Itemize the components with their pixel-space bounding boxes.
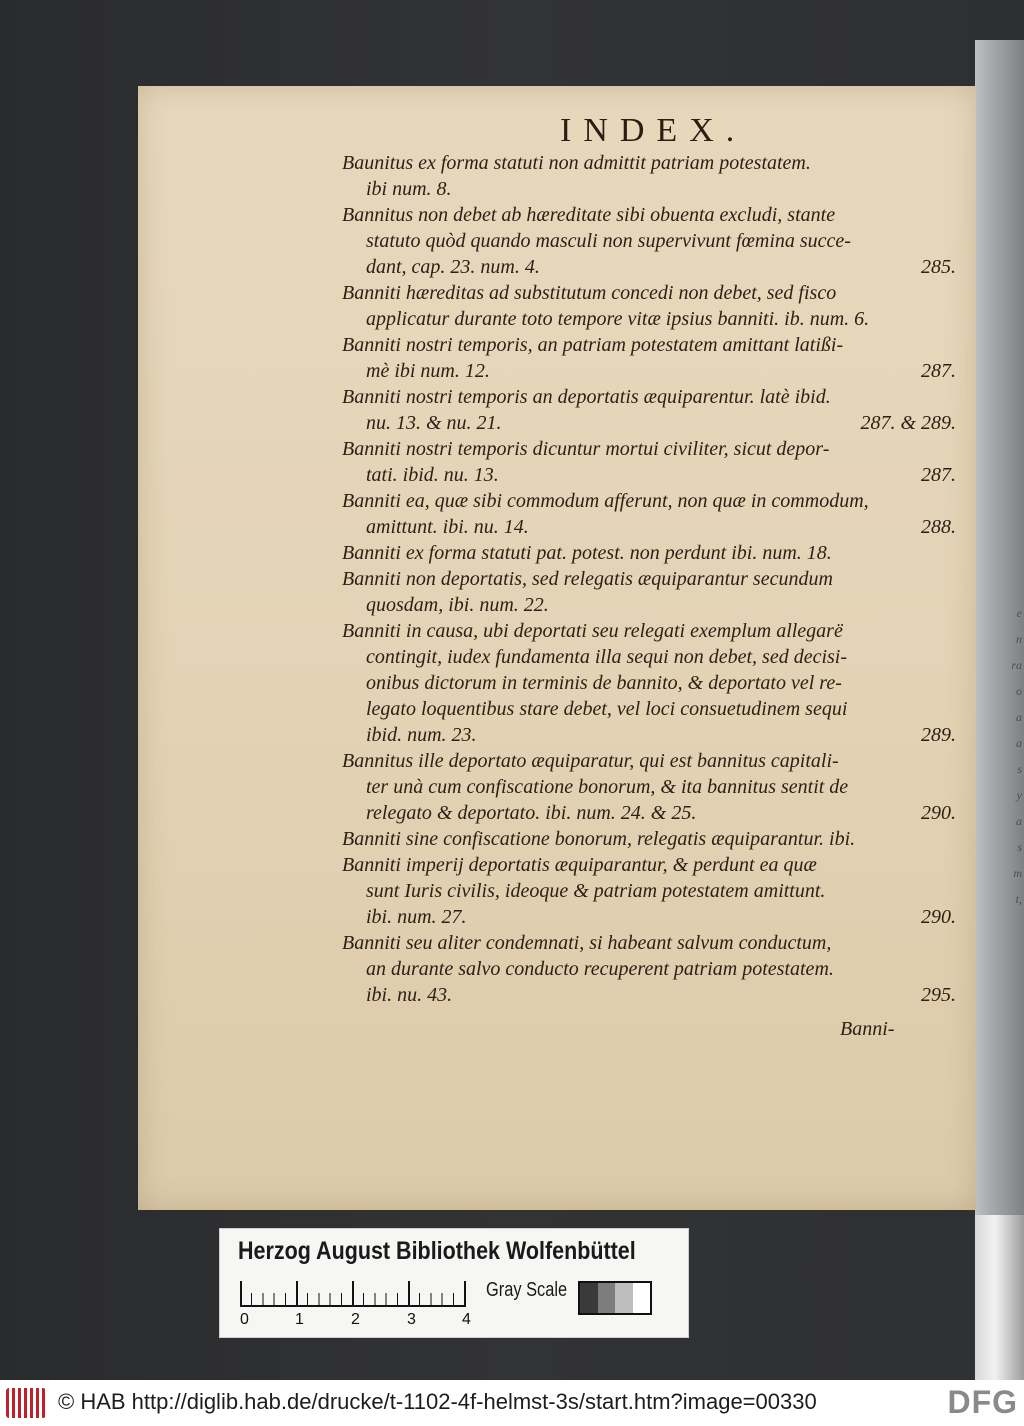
entry-line — [342, 384, 962, 410]
ruler-number: 0 — [240, 1311, 249, 1328]
entry-line — [342, 254, 962, 280]
index-entry — [342, 436, 962, 488]
entry-text: mè ibi num. 12. — [366, 360, 490, 382]
footer-bar — [0, 1380, 1024, 1426]
entry-line — [342, 670, 962, 696]
gray-scale-patches — [578, 1281, 652, 1315]
entry-line — [342, 904, 962, 930]
entry-line — [342, 878, 962, 904]
entry-line — [342, 592, 962, 618]
page-reference: 285. — [921, 256, 956, 278]
entry-text: dant, cap. 23. num. 4. — [366, 256, 540, 278]
entry-text: Banniti non deportatis, sed relegatis æquiparantur secundum — [342, 568, 833, 590]
gray-scale-label: Gray Scale — [486, 1279, 568, 1301]
gray-patch — [615, 1283, 633, 1313]
entry-line — [342, 956, 962, 982]
library-name: Herzog August Bibliothek Wolfenbüttel — [238, 1237, 636, 1265]
index-entry — [342, 930, 962, 1008]
index-entries — [342, 150, 962, 1008]
index-entry — [342, 852, 962, 930]
entry-line — [342, 150, 962, 176]
entry-line — [342, 410, 962, 436]
edge-fragment: ra — [1011, 658, 1022, 672]
entry-text: ibi. nu. 43. — [366, 984, 453, 1006]
cm-ruler-major-ticks — [240, 1281, 466, 1307]
edge-fragment: a — [1016, 814, 1022, 828]
page-reference: 289. — [921, 724, 956, 746]
entry-text: Bannitus non debet ab hæreditate sibi obuenta excludi, stante — [342, 204, 836, 226]
ruler-number: 2 — [351, 1311, 360, 1328]
entry-text: Banniti seu aliter condemnati, si habeant salvum conductum, — [342, 932, 832, 954]
entry-line — [342, 176, 962, 202]
entry-text: onibus dictorum in terminis de bannito, & deportato vel re- — [366, 672, 842, 694]
entry-text: ibi num. 8. — [366, 178, 452, 200]
entry-text: sunt Iuris civilis, ideoque & patriam potestatem amittunt. — [366, 880, 826, 902]
edge-fragment: s — [1017, 762, 1022, 776]
catchword: Banni- — [840, 1018, 895, 1040]
page-reference: 287. — [921, 464, 956, 486]
entry-line — [342, 826, 962, 852]
entry-line — [342, 722, 962, 748]
library-color-card — [219, 1228, 689, 1338]
edge-fragment: a — [1016, 710, 1022, 724]
entry-text: Banniti hæreditas ad substitutum concedi non debet, sed fisco — [342, 282, 837, 304]
scanner-clamp — [975, 1215, 1024, 1380]
entry-text: nu. 13. & nu. 21. — [366, 412, 502, 434]
entry-text: quosdam, ibi. num. 22. — [366, 594, 549, 616]
entry-text: applicatur durante toto tempore vitæ ipsius banniti. ib. num. 6. — [366, 308, 870, 330]
edge-fragment: a — [1016, 736, 1022, 750]
copyright-url[interactable]: © HAB http://diglib.hab.de/drucke/t-1102-4f-helmst-3s/start.htm?image=00330 — [58, 1389, 817, 1414]
entry-text: Banniti ex forma statuti pat. potest. non perdunt ibi. num. 18. — [342, 542, 832, 564]
entry-text: legato loquentibus stare debet, vel loci consuetudinem sequi — [366, 698, 848, 720]
entry-line — [342, 462, 962, 488]
page-reference: 290. — [921, 802, 956, 824]
entry-text: Banniti sine confiscatione bonorum, relegatis æquiparantur. ibi. — [342, 828, 856, 850]
gray-patch — [598, 1283, 616, 1313]
index-entry — [342, 150, 962, 202]
entry-line — [342, 930, 962, 956]
entry-line — [342, 488, 962, 514]
page-reference: 290. — [921, 906, 956, 928]
entry-line — [342, 800, 962, 826]
page-reference: 287. — [921, 360, 956, 382]
entry-line — [342, 566, 962, 592]
index-entry — [342, 202, 962, 280]
entry-line — [342, 774, 962, 800]
index-entry — [342, 826, 962, 852]
edge-fragment: m — [1013, 866, 1022, 880]
index-entry — [342, 566, 962, 618]
edge-fragment: y — [1016, 788, 1022, 802]
edge-fragment: o — [1016, 684, 1022, 698]
index-entry — [342, 540, 962, 566]
entry-line — [342, 306, 962, 332]
index-entry — [342, 618, 962, 748]
index-entry — [342, 280, 962, 332]
ruler-number: 3 — [407, 1311, 416, 1328]
index-entry — [342, 488, 962, 540]
entry-text: Banniti nostri temporis an deportatis æquiparentur. latè ibid. — [342, 386, 831, 408]
gray-patch — [580, 1283, 598, 1313]
edge-fragment: e — [1016, 606, 1022, 620]
entry-text: contingit, iudex fundamenta illa sequi non debet, sed decisi- — [366, 646, 848, 668]
page-reference: 288. — [921, 516, 956, 538]
entry-text: Bannitus ille deportato æquiparatur, qui est bannitus capitali- — [342, 750, 839, 772]
index-entry — [342, 332, 962, 384]
index-entry — [342, 748, 962, 826]
entry-text: statuto quòd quando masculi non supervivunt fœmina succe- — [366, 230, 851, 252]
entry-line — [342, 982, 962, 1008]
entry-text: ter unà cum confiscatione bonorum, & ita bannitus sentit de — [366, 776, 849, 798]
edge-fragment: s — [1017, 840, 1022, 854]
entry-line — [342, 358, 962, 384]
entry-text: amittunt. ibi. nu. 14. — [366, 516, 529, 538]
entry-line — [342, 540, 962, 566]
page-reference: 287. & 289. — [860, 412, 956, 434]
page-header: INDEX. — [560, 112, 747, 149]
entry-text: relegato & deportato. ibi. num. 24. & 25. — [366, 802, 697, 824]
ruler-number: 1 — [295, 1311, 304, 1328]
page-reference: 295. — [921, 984, 956, 1006]
entry-text: Banniti nostri temporis dicuntur mortui civiliter, sicut depor- — [342, 438, 830, 460]
entry-text: Banniti imperij deportatis æquiparantur, & perdunt ea quæ — [342, 854, 817, 876]
entry-text: Baunitus ex forma statuti non admittit patriam potestatem. — [342, 152, 811, 174]
entry-line — [342, 644, 962, 670]
entry-text: Banniti ea, quæ sibi commodum afferunt, non quæ in commodum, — [342, 490, 869, 512]
entry-text: tati. ibid. nu. 13. — [366, 464, 499, 486]
ruler-number: 4 — [462, 1311, 471, 1328]
edge-fragment: n — [1016, 632, 1022, 646]
entry-text: ibi. num. 27. — [366, 906, 467, 928]
entry-text: Banniti in causa, ubi deportati seu relegati exemplum allegarë — [342, 620, 843, 642]
entry-text: an durante salvo conducto recuperent patriam potestatem. — [366, 958, 834, 980]
edge-fragment: t, — [1015, 892, 1022, 906]
entry-line — [342, 228, 962, 254]
entry-line — [342, 436, 962, 462]
entry-line — [342, 852, 962, 878]
entry-line — [342, 280, 962, 306]
index-entry — [342, 384, 962, 436]
entry-line — [342, 618, 962, 644]
entry-line — [342, 332, 962, 358]
entry-line — [342, 514, 962, 540]
entry-line — [342, 748, 962, 774]
entry-text: Banniti nostri temporis, an patriam potestatem amittant latißi- — [342, 334, 844, 356]
gray-patch — [633, 1283, 651, 1313]
hab-logo-icon — [6, 1388, 46, 1418]
entry-line — [342, 202, 962, 228]
edge-fragments — [1000, 600, 1022, 912]
dfg-logo: DFG — [947, 1384, 1018, 1420]
entry-line — [342, 696, 962, 722]
entry-text: ibid. num. 23. — [366, 724, 477, 746]
next-page-edge — [975, 40, 1024, 1380]
